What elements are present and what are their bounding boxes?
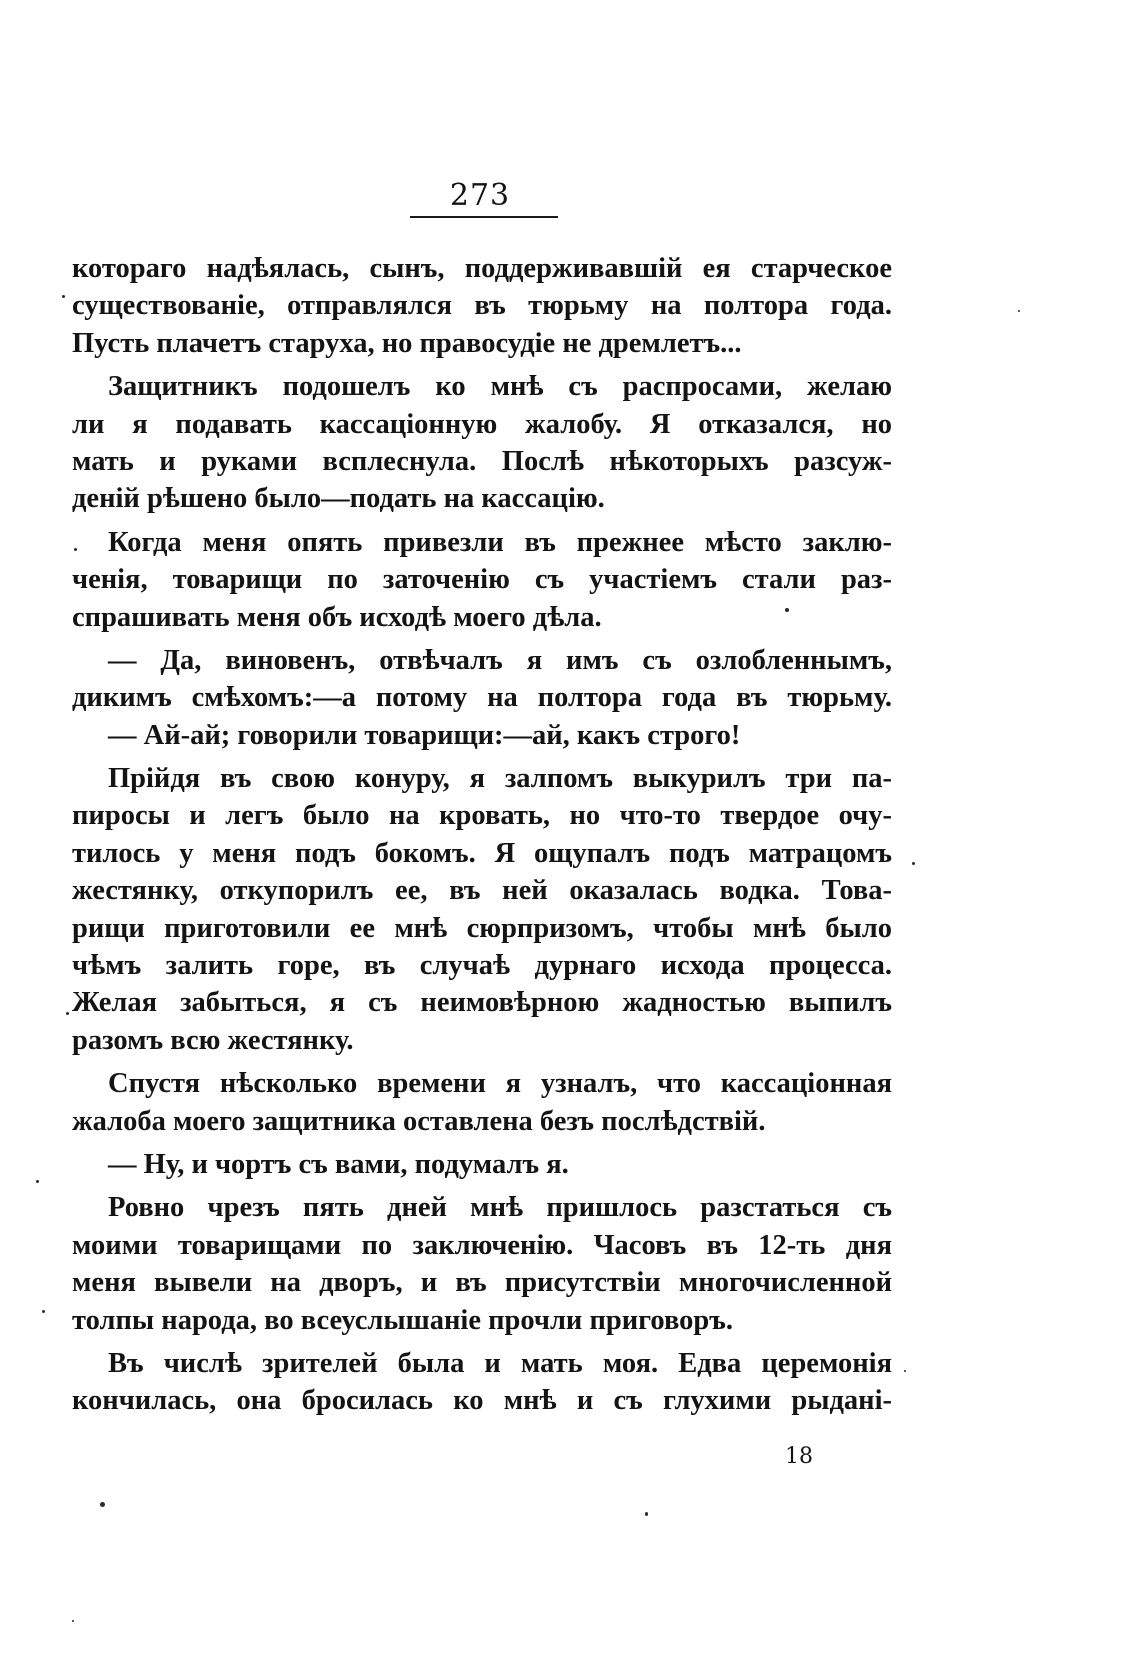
- text-line: Спустя нѣсколько времени я узналъ, что кассаціонная: [108, 1068, 892, 1100]
- scan-speck: [66, 1012, 69, 1015]
- signature-mark: 18: [785, 1444, 813, 1469]
- page-number: 273: [449, 178, 511, 213]
- text-line: — Ну, и чортъ съ вами, подумалъ я.: [108, 1148, 569, 1180]
- text-line: Пусть плачетъ старуха, но правосудіе не дремлетъ...: [72, 327, 742, 359]
- text-line: Защитникъ подошелъ ко мнѣ съ распросами, желаю: [108, 371, 892, 403]
- text-line: мать и руками всплеснула. Послѣ нѣкоторыхъ разсуж-: [72, 445, 892, 477]
- scan-speck: [72, 1620, 74, 1622]
- text-line: разомъ всю жестянку.: [72, 1024, 354, 1056]
- scan-speck: [645, 1512, 648, 1516]
- text-line: Ровно чрезъ пять дней мнѣ пришлось разстаться съ: [108, 1192, 892, 1224]
- text-line: кончилась, она бросилась ко мнѣ и съ глухими рыдані-: [72, 1385, 892, 1417]
- scan-speck: [912, 862, 915, 865]
- text-line: тилось у меня подъ бокомъ. Я ощупалъ подъ матрацомъ: [72, 837, 892, 869]
- scan-speck: [42, 1310, 45, 1313]
- text-line: Въ числѣ зрителей была и мать моя. Едва церемонія: [108, 1347, 892, 1379]
- text-line: — Ай-ай; говорили товарищи:—ай, какъ строго!: [108, 719, 741, 751]
- text-line: существованіе, отправлялся въ тюрьму на полтора года.: [72, 290, 892, 322]
- scan-speck: [36, 1180, 39, 1183]
- text-line: меня вывели на дворъ, и въ присутствіи многочисленной: [72, 1267, 892, 1299]
- scan-speck: [100, 1502, 105, 1507]
- text-line: спрашивать меня объ исходѣ моего дѣла.: [72, 601, 602, 633]
- text-line: жестянку, откупорилъ ее, въ ней оказалась водка. Това-: [72, 875, 892, 907]
- text-line: ли я подавать кассаціонную жалобу. Я отказался, но: [72, 408, 892, 440]
- text-line: Желая забыться, я съ неимовѣрною жадностью выпилъ: [72, 987, 892, 1019]
- text-line: рищи приготовили ее мнѣ сюрпризомъ, чтобы мнѣ было: [72, 912, 892, 944]
- scan-speck: [1018, 310, 1020, 312]
- text-line: дикимъ смѣхомъ:—а потому на полтора года въ тюрьму.: [72, 682, 892, 714]
- text-line: чѣмъ залить горе, въ случаѣ дурнаго исхода процесса.: [72, 950, 892, 982]
- header-rule: [410, 216, 558, 218]
- text-line: деній рѣшено было—подать на кассацію.: [72, 483, 605, 515]
- body-text: [72, 250, 892, 1420]
- text-line: жалоба моего защитника оставлена безъ послѣдствій.: [72, 1105, 766, 1137]
- text-line: Прійдя въ свою конуру, я залпомъ выкурилъ три па-: [108, 763, 892, 795]
- scan-speck: [62, 295, 65, 298]
- scan-speck: [904, 1370, 906, 1372]
- text-line: Когда меня опять привезли въ прежнее мѣсто заклю-: [108, 526, 892, 558]
- text-line: моими товарищами по заключенію. Часовъ въ 12-ть дня: [72, 1229, 892, 1261]
- scan-speck: [785, 608, 789, 612]
- text-line: толпы народа, во всеуслышаніе прочли приговоръ.: [72, 1304, 733, 1336]
- scan-speck: [74, 548, 77, 551]
- text-line: пиросы и легъ было на кровать, но что-то твердое очу-: [72, 800, 892, 832]
- text-line: — Да, виновенъ, отвѣчалъ я имъ съ озлобленнымъ,: [108, 644, 892, 676]
- text-line: котораго надѣялась, сынъ, поддерживавшій ея старческое: [72, 253, 892, 284]
- text-line: ченія, товарищи по заточенію съ участіемъ стали раз-: [72, 564, 892, 596]
